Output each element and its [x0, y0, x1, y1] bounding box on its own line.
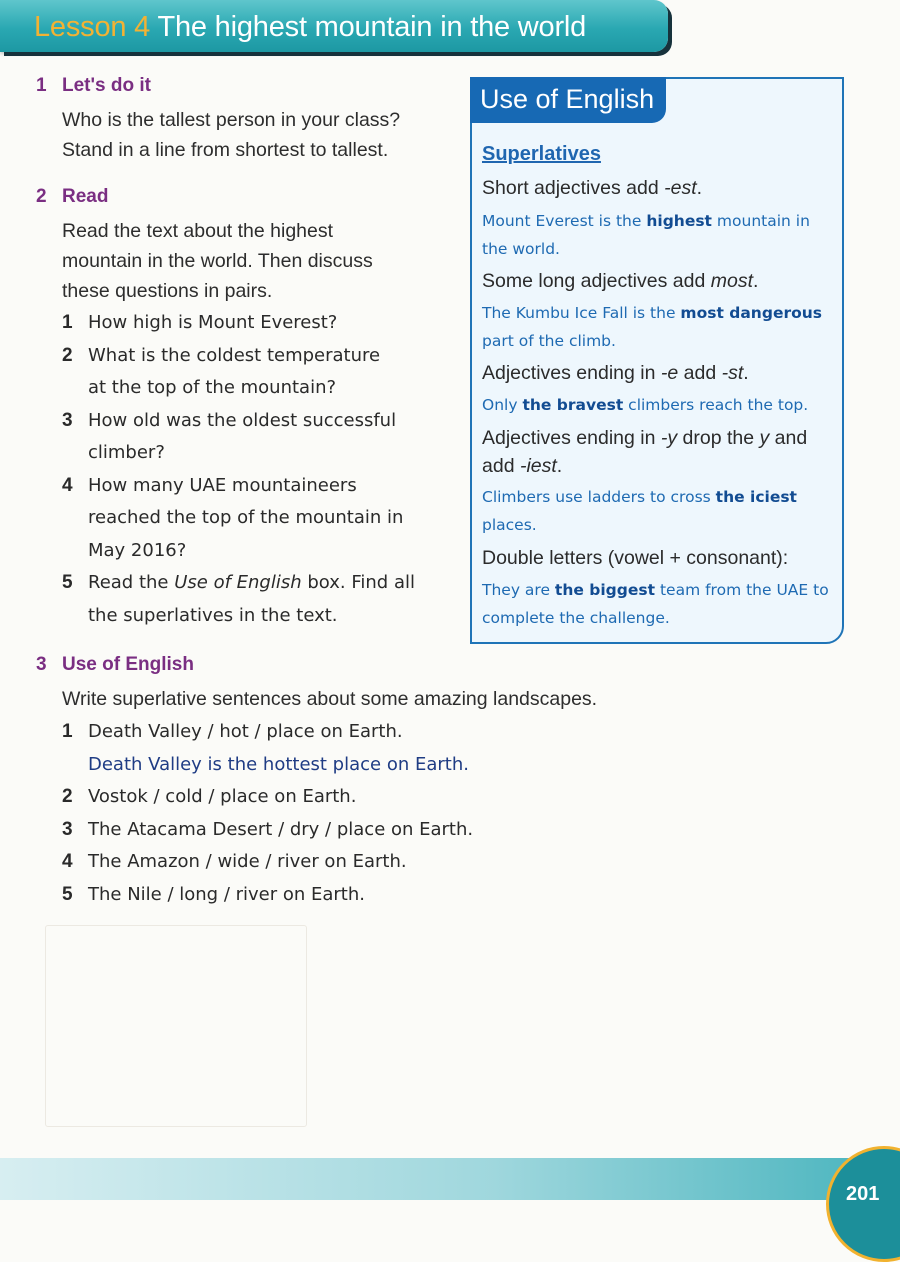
example-part: places.: [482, 515, 537, 534]
question-text: What is the coldest temperature at the top of the mountain?: [88, 344, 381, 398]
exercise-list: [62, 716, 622, 911]
example-answer: Death Valley is the hottest place on Earth.: [88, 753, 469, 775]
rule-emphasis: -y: [660, 427, 678, 449]
question-text-post: box. Find all the superlatives in the text.: [88, 572, 415, 626]
section-2-heading: [36, 186, 108, 208]
rule-text: [482, 174, 702, 202]
example-part: Only: [482, 396, 523, 414]
list-item: [62, 781, 622, 814]
rule-part: .: [743, 362, 749, 384]
example-part: team from the UAE to complete the challenge.: [482, 581, 829, 627]
item-number: 5: [62, 572, 73, 593]
section-number: 1: [36, 75, 47, 96]
item-number: 2: [62, 344, 73, 366]
section-title: Use of English: [62, 654, 194, 675]
rule-emphasis: -st: [721, 362, 744, 384]
rule-text: [482, 424, 827, 480]
rule-part: .: [556, 455, 563, 477]
exercise-prompt: The Amazon / wide / river on Earth.: [88, 851, 407, 872]
item-number: 4: [62, 851, 73, 872]
list-item: [62, 716, 622, 781]
lesson-label: Lesson 4: [34, 11, 151, 43]
superlatives-heading: Superlatives: [482, 143, 601, 165]
example-part: part of the climb.: [482, 331, 616, 350]
section-1-text: Who is the tallest person in your class? Stand in a line from shortest to tallest.: [62, 109, 401, 161]
list-item: [62, 405, 408, 470]
section-3-intro: Write superlative sentences about some amazing landscapes.: [62, 688, 598, 710]
rule-text: [482, 267, 758, 295]
example-part: climbers reach the top.: [623, 396, 809, 414]
section-title: Let's do it: [62, 75, 151, 96]
list-item: [62, 307, 412, 340]
example-part: The Kumbu Ice Fall is the: [482, 304, 681, 322]
rule-part: Adjectives ending in: [482, 362, 661, 384]
list-item: [62, 879, 622, 912]
list-item: [62, 340, 388, 405]
rule-part: Some long adjectives add: [482, 270, 711, 292]
rule-part: .: [696, 177, 703, 199]
section-2-intro: Read the text about the highest mountain in the world. Then discuss these questions in pairs.: [62, 220, 373, 302]
example-part: mountain in the world.: [482, 212, 810, 258]
question-text: How old was the oldest successful climber?: [88, 409, 397, 463]
item-number: 3: [62, 409, 73, 431]
superlative-word: most dangerous: [680, 304, 823, 322]
example-part: Climbers use ladders to cross: [482, 488, 716, 506]
rule-part: drop the: [677, 427, 760, 449]
rule-text: [482, 544, 788, 572]
page-show-through: [45, 925, 307, 1127]
list-item: [62, 814, 622, 847]
question-text-italic: Use of English: [174, 572, 302, 593]
lesson-title: [34, 11, 586, 44]
superlative-word: highest: [646, 212, 712, 230]
rule-text: [482, 359, 749, 387]
item-number: 4: [62, 474, 73, 496]
rule-part: add: [678, 362, 722, 384]
list-item: [62, 846, 622, 879]
footer-bar: [0, 1158, 900, 1200]
example-sentence: [482, 392, 834, 420]
rule-emphasis: y: [759, 427, 770, 449]
example-part: They are: [482, 581, 555, 599]
lesson-heading: The highest mountain in the world: [157, 11, 587, 43]
section-number: 2: [36, 186, 47, 207]
section-number: 3: [36, 654, 47, 675]
superlative-word: the bravest: [522, 396, 624, 414]
section-title: Read: [62, 186, 109, 207]
superlative-word: the iciest: [715, 488, 797, 506]
example-part: Mount Everest is the: [482, 212, 647, 230]
item-number: 1: [62, 721, 73, 742]
use-of-english-title: Use of English: [480, 84, 655, 114]
rule-emphasis: -iest: [519, 455, 557, 477]
item-number: 1: [62, 312, 73, 333]
question-text: How high is Mount Everest?: [88, 312, 338, 333]
list-item: [62, 470, 408, 568]
exercise-prompt: Death Valley / hot / place on Earth.: [88, 721, 403, 742]
exercise-prompt: Vostok / cold / place on Earth.: [88, 786, 357, 807]
item-number: 3: [62, 818, 73, 840]
example-sentence: [482, 208, 834, 263]
example-sentence: [482, 577, 834, 632]
section-1-heading: [36, 75, 151, 97]
lesson-header-bar: [0, 0, 668, 52]
item-number: 5: [62, 883, 73, 905]
rule-part: Short adjectives add: [482, 177, 665, 199]
question-text-pre: Read the: [88, 572, 175, 593]
superlative-word: the biggest: [554, 581, 656, 599]
page-number: 201: [846, 1183, 880, 1205]
exercise-prompt: The Atacama Desert / dry / place on Earth.: [88, 818, 474, 840]
rule-emphasis: most: [710, 270, 753, 292]
exercise-prompt: The Nile / long / river on Earth.: [88, 883, 365, 905]
rule-emphasis: -e: [660, 362, 679, 384]
rule-part: .: [753, 270, 759, 292]
item-number: 2: [62, 786, 73, 807]
rule-part: and add: [482, 427, 808, 477]
question-text: How many UAE mountaineers reached the top of the mountain in May 2016?: [88, 474, 404, 561]
rule-emphasis: -est: [664, 177, 697, 199]
rule-part: Adjectives ending in: [482, 427, 661, 449]
example-sentence: [482, 484, 834, 539]
example-sentence: [482, 300, 834, 355]
list-item: [62, 567, 433, 632]
rule-part: Double letters (vowel + consonant):: [482, 547, 789, 569]
question-list: [62, 307, 415, 632]
